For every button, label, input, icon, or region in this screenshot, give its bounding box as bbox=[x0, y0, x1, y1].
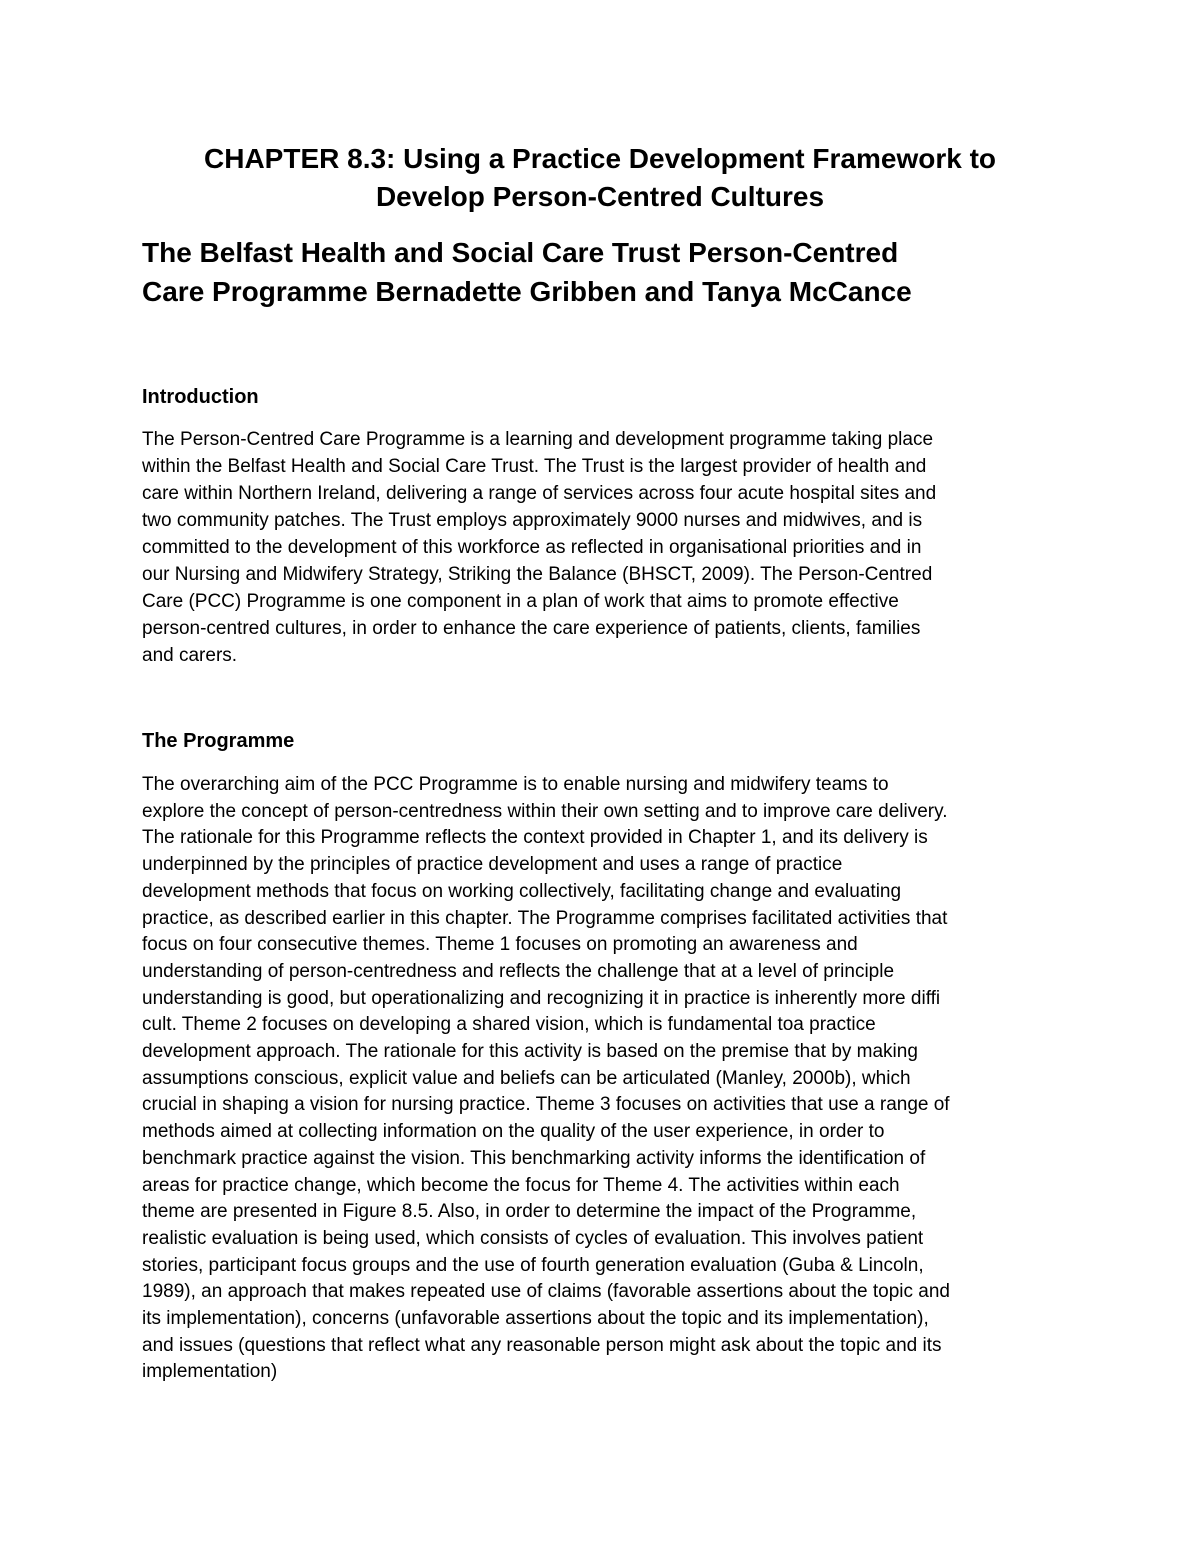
paragraph-line: assumptions conscious, explicit value and beliefs can be articulated (Manley, 2000b), which bbox=[142, 1067, 911, 1089]
paragraph-line: implementation) bbox=[142, 1361, 278, 1383]
section-heading-introduction: Introduction bbox=[142, 386, 259, 408]
chapter-title-line-1: CHAPTER 8.3: Using a Practice Development Framework to bbox=[204, 143, 996, 174]
document-subtitle bbox=[142, 233, 1072, 311]
paragraph-line: methods aimed at collecting information on the quality of the user experience, in order to bbox=[142, 1121, 885, 1143]
subtitle-line-2: Care Programme Bernadette Gribben and Tanya McCance bbox=[142, 276, 912, 307]
chapter-title-line-2: Develop Person-Centred Cultures bbox=[375, 181, 825, 212]
paragraph-line: development methods that focus on working collectively, facilitating change and evaluating bbox=[142, 880, 902, 902]
subtitle-line-1: The Belfast Health and Social Care Trust Person-Centred bbox=[142, 237, 899, 268]
programme-paragraph bbox=[142, 772, 1072, 1386]
paragraph-line: committed to the development of this workforce as reflected in organisational priorities and in bbox=[142, 537, 922, 558]
paragraph-line: 1989), an approach that makes repeated use of claims (favorable assertions about the topic and bbox=[142, 1281, 950, 1303]
paragraph-line: The Person-Centred Care Programme is a learning and development programme taking place bbox=[142, 429, 934, 450]
section-heading-the-programme: The Programme bbox=[142, 730, 295, 752]
introduction-paragraph bbox=[142, 426, 1072, 669]
paragraph-line: practice, as described earlier in this chapter. The Programme comprises facilitated activities that bbox=[142, 907, 948, 929]
paragraph-line: its implementation), concerns (unfavorable assertions about the topic and its implementation), bbox=[142, 1308, 929, 1330]
paragraph-line: within the Belfast Health and Social Care Trust. The Trust is the largest provider of health and bbox=[142, 456, 927, 477]
paragraph-line: person-centred cultures, in order to enhance the care experience of patients, clients, families bbox=[142, 618, 921, 639]
paragraph-line: realistic evaluation is being used, which consists of cycles of evaluation. This involves patient bbox=[142, 1227, 924, 1249]
paragraph-line: The rationale for this Programme reflects the context provided in Chapter 1, and its delivery is bbox=[142, 827, 928, 849]
paragraph-line: explore the concept of person-centredness within their own setting and to improve care delivery. bbox=[142, 800, 948, 822]
paragraph-line: theme are presented in Figure 8.5. Also, in order to determine the impact of the Programme, bbox=[142, 1201, 917, 1223]
paragraph-line: our Nursing and Midwifery Strategy, Striking the Balance (BHSCT, 2009). The Person-Centred bbox=[142, 564, 933, 585]
paragraph-line: cult. Theme 2 focuses on developing a shared vision, which is fundamental toa practice bbox=[142, 1014, 876, 1036]
paragraph-line: focus on four consecutive themes. Theme 1 focuses on promoting an awareness and bbox=[142, 934, 858, 956]
paragraph-line: benchmark practice against the vision. This benchmarking activity informs the identification of bbox=[142, 1147, 926, 1169]
paragraph-line: understanding of person-centredness and reflects the challenge that at a level of principle bbox=[142, 960, 895, 982]
paragraph-line: and issues (questions that reflect what any reasonable person might ask about the topic and its bbox=[142, 1334, 942, 1356]
chapter-title bbox=[0, 140, 1200, 216]
paragraph-line: two community patches. The Trust employs approximately 9000 nurses and midwives, and is bbox=[142, 510, 923, 531]
paragraph-line: crucial in shaping a vision for nursing practice. Theme 3 focuses on activities that use a range of bbox=[142, 1094, 950, 1116]
paragraph-line: stories, participant focus groups and the use of fourth generation evaluation (Guba & Lincoln, bbox=[142, 1254, 924, 1276]
paragraph-line: understanding is good, but operationalizing and recognizing it in practice is inherently more diffi bbox=[142, 987, 941, 1009]
paragraph-line: Care (PCC) Programme is one component in a plan of work that aims to promote effective bbox=[142, 591, 899, 612]
paragraph-line: areas for practice change, which become the focus for Theme 4. The activities within each bbox=[142, 1174, 900, 1196]
paragraph-line: underpinned by the principles of practice development and uses a range of practice bbox=[142, 854, 843, 876]
paragraph-line: The overarching aim of the PCC Programme is to enable nursing and midwifery teams to bbox=[142, 774, 889, 795]
paragraph-line: and carers. bbox=[142, 645, 238, 666]
paragraph-line: care within Northern Ireland, delivering a range of services across four acute hospital sites and bbox=[142, 483, 937, 504]
paragraph-line: development approach. The rationale for this activity is based on the premise that by making bbox=[142, 1041, 918, 1063]
